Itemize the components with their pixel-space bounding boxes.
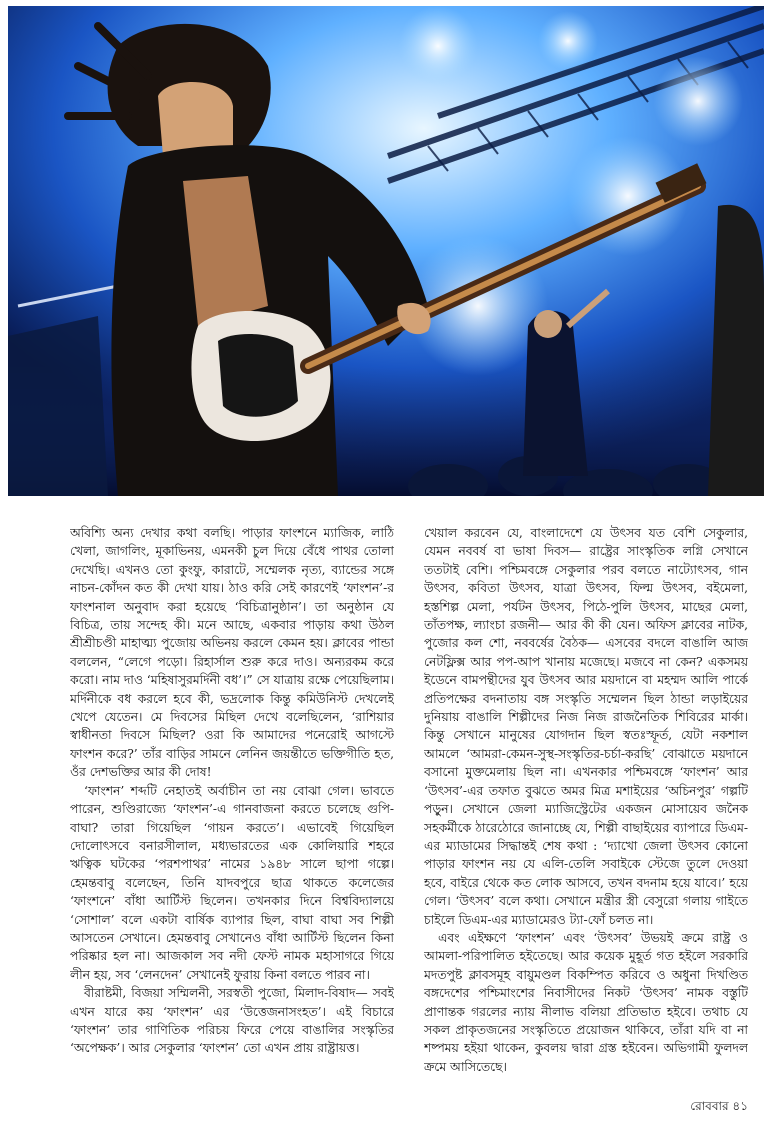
paragraph: খেয়াল করবেন যে, বাংলাদেশে যে উৎসব যত বেশি সেকুলার, যেমন নববর্ষ বা ভাষা দিবস— রাষ্ট্রের সাংস্কৃতিক লগ্নি সেখানে ততটাই বেশি। পশ্চিমবঙ্গে সেকুলার পরব বলতে নাট্যোৎসব, গান উৎসব, কবিতা উৎসব, যাত্রা উৎসব, ফিল্ম উৎসব, বইমেলা, হস্তশিল্প মেলা, পর্যটন উৎসব, পিঠে-পুলি উৎসব, মাছের মেলা, তাঁতপক্ষ, ল্যাংচা রজনী— আর কী কী যেন। অফিস ক্লাবের নাটক, পুজোর কল শো, নববর্ষের বৈঠক— এসবের বদলে বাঙালি আজ নেটফ্লিক্স আর পপ-আপ খানায় মজেছে। মজবে না কেন? একসময় ইডেনে বামপন্থীদের যুব উৎসব আর ময়দানে বা মহম্মদ আলি পার্কে প্রতিপক্ষের বদনাতায় বঙ্গ সংস্কৃতি সম্মেলন ছিল ঠান্ডা লড়াইয়ের দুনিয়ায় বাঙালি শিল্পীদের নিজ নিজ রাজনৈতিক শিবিরের মার্কা। কিন্তু সেখানে মানুষের যোগদান ছিল স্বতঃস্ফূর্ত, যেটা নকশাল আমলে ‘আমরা-কেমন-সুস্থ-সংস্কৃতির-চর্চা-করছি’ বোঝাতে ময়দানে বসানো মুক্তমেলায় ছিল না। এখনকার পশ্চিমবঙ্গে ‘ফাংশন’ আর ‘উৎসব’-এর তফাত বুঝতে অমর মিত্র মশাইয়ের ‘অচিনপুর’ গল্পটি পড়ুন। সেখানে জেলা ম্যাজিস্ট্রেটের একজন মোসায়েব জনৈক সহকর্মীকে ঠারেঠোরে জানাচ্ছে যে, শিল্পী বাছাইয়ের ব্যাপারে ডিএম-এর ম্যাডামের সিদ্ধান্তই শেষ কথা : ‘দ্যাখো জেলা উৎসব কোনো পাড়ার ফাংশন নয় যে এলি-তেলি সবাইকে স্টেজে তুলে দেওয়া হবে, বাইরে থেকে কত লোক আসবে, তখন বদনাম হয়ে যাবে।’ হয়ে গেল। ‘উৎসব’ বলে কথা। সেখানে মন্ত্রীর স্ত্রী বেসুরো গলায় গাইতে চাইলে ডিএম-এর ম্যাডামেরও ট্যা-ফোঁ চলত না। [424,526,748,927]
paragraph: এবং এইক্ষণে ‘ফাংশন’ এবং ‘উৎসব’ উভয়ই ক্রমে রাষ্ট্র ও আমলা-পরিপালিত হইতেছে। আর কয়েক মুহূর্ত গত হইলে সরকারি মদতপুষ্ট ক্লাবসমূহ বায়ুমণ্ডল বিকম্পিত করিবে ও অধুনা দিখণ্ডিত বঙ্গদেশের পশ্চিমাংশের নিবাসীদের নিকট ‘উৎসব’ নামক বস্তুটি প্রাণান্তক গরলের ন্যায় নীলাভ বলিয়া প্রতিভাত হইবে। তথাচ যে সকল প্রাকৃতজনের সংস্কৃতিতে প্রয়োজন থাকিবে, তাঁরা যদি বা না শষ্পময় হইয়া থাকেন, কুবলয় দ্বারা গ্রস্ত হইবেন। অভিগামী ফুলদল ক্রমে আসিতেছে। [424,930,748,1074]
paragraph: বীরাষ্টমী, বিজয়া সম্মিলনী, সরস্বতী পুজো, মিলাদ-বিষাদ— সবই এখন যারে কয় ‘ফাংশন’ এর ‘উত্তেজনাসংহত’। এই বিচারে ‘ফাংশন’ তার গাণিতিক পরিচয় ফিরে পেয়ে বাঙালির সংস্কৃতির ‘অপেক্ষক’। আর সেকুলার ‘ফাংশন’ তো এখন প্রায় রাষ্ট্রায়ত্ত। [70,986,394,1056]
rock-guitarist-photo-icon [8,6,764,496]
article-column-right [424,524,748,1079]
paragraph: ‘ফাংশন’ শব্দটি নেহাতই অর্বাচীন তা নয় বোঝা গেল। ভাবতে পারেন, শুণ্ডিরাজ্যে ‘ফাংশন’-এ গানবাজনা করতে চলেছে গুপি-বাঘা? তারা গিয়েছিল ‘গায়ন করতে’। এভাবেই গিয়েছিল দোলোৎসবে বনারসীলাল, মধ্যভারতের এক কোলিয়ারি শহরে ঋত্বিক ঘটকের ‘পরশপাথর’ নামের ১৯৪৮ সালে ছাপা গল্পে। হেমন্তবাবু বলেছেন, তিনি যাদবপুরে ছাত্র থাকতে কলেজের ‘ফাংশনে’ বাঁধা আর্টিস্ট ছিলেন। তখনকার দিনে বিশ্ববিদ্যালয়ে ‘সোশাল’ বলে একটা বার্ষিক ব্যাপার ছিল, বাঘা বাঘা সব শিল্পী আসতেন সেখানে। হেমন্তবাবু সেখানেও বাঁধা আর্টিস্ট ছিলেন কিনা পরিষ্কার হল না। আজকাল সব নদী ফেস্ট নামক মহাসাগরে গিয়ে লীন হয়, সব ‘লেনদেন’ সেখানেই ফুরায় কিনা বলতে পারব না। [70,783,394,982]
hero-photo [8,6,764,496]
article-body [70,524,748,1079]
paragraph: অবিশ্যি অন্য দেখার কথা বলছি। পাড়ার ফাংশনে ম্যাজিক, লাঠি খেলা, জাগলিং, মূকাভিনয়, এমনকী চুল দিয়ে বেঁধে পাথর তোলা দেখেছি। এখনও তো কুংফু, কারাটে, সম্মেলক নৃত্য, ব্যান্ডের সঙ্গে নাচন-কোঁদন কত কী দেখা যায়। ঠাও করি সেই কারণেই ‘ফাংশন’-র ফাংশনাল অনুবাদ করা হয়েছে ‘বিচিত্রানুষ্ঠান’। তা অনুষ্ঠান যে বিচিত্র, তায় সন্দেহ কী। মনে আছে, একবার পাড়ায় কথা উঠল শ্রীশ্রীচণ্ডী মাহাত্ম্য পুজোয় অভিনয় করলে কেমন হয়। ক্লাবের পান্ডা বললেন, “লেগে পড়ো। রিহার্সাল শুরু করে দাও। অন্যরকম করে করো। নাম দাও ‘মহিষাসুরমর্দিনী বধ’।” সে যাত্রায় রক্ষে পেয়েছিলাম। মর্দিনীকে বধ করলে হবে কী, ভদ্রলোক কিন্তু কমিউনিস্ট দেখলেই খেপে যেতেন। মে দিবসের মিছিল দেখে বলেছিলেন, ‘রাশিয়ার স্বাধীনতা দিবসে মিছিল? ওরা কি আমাদের পনেরোই আগস্টে ফাংশন করে?’ তাঁর বাড়ির সামনে লেনিন জয়ন্তীতে ভক্তিগীতি হত, ওঁর দেশভক্তির আর কী দোষ! [70,526,394,780]
article-column-left [70,524,394,1079]
page-number-footer: রোববার ৪১ [690,1099,748,1113]
